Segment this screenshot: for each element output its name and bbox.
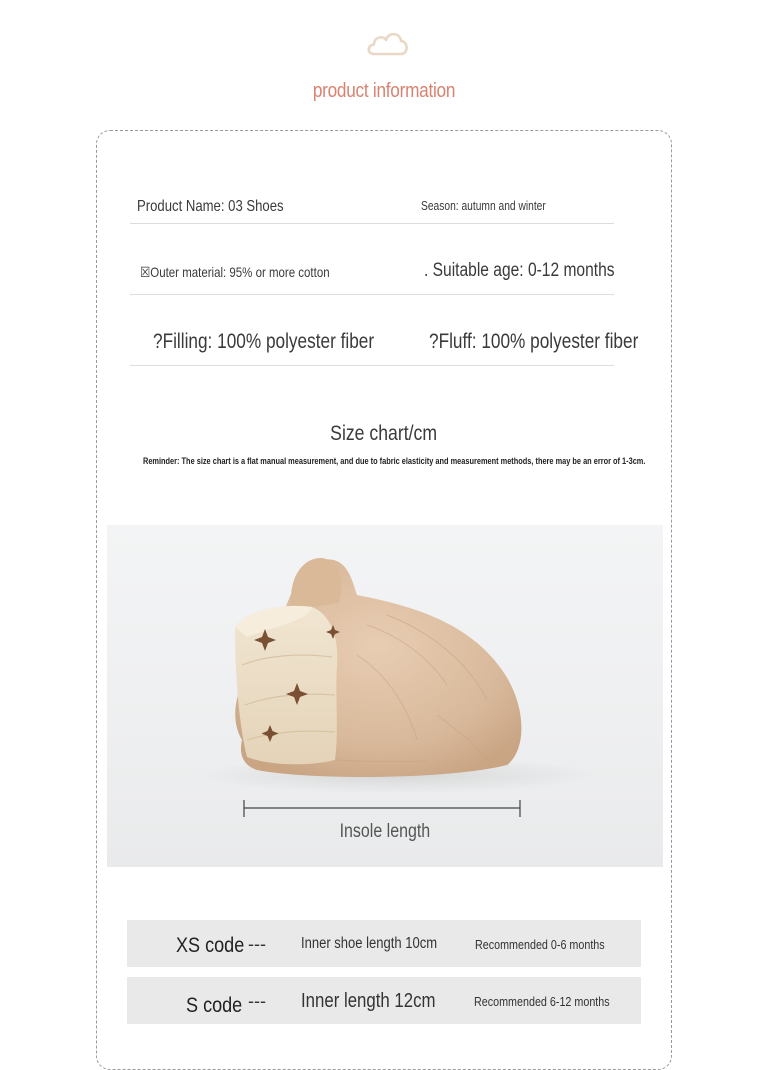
size-code: XS code [176, 934, 245, 957]
info-row-1 [130, 190, 614, 224]
size-length: Inner shoe length 10cm [301, 935, 438, 952]
size-row-xs [127, 920, 641, 967]
size-recommended: Recommended 6-12 months [474, 995, 610, 1009]
size-dash: --- [248, 934, 266, 954]
size-row-s [127, 977, 641, 1024]
insole-length-label [107, 821, 663, 843]
size-chart-reminder: Reminder: The size chart is a flat manual measurement, and due to fabric elasticity and measurement methods, there may be an error of 1-3cm. [143, 456, 646, 466]
info-row-3 [130, 325, 639, 366]
suitable-age: . Suitable age: 0-12 months [424, 260, 615, 281]
product-name: Product Name: 03 Shoes [137, 198, 284, 215]
size-recommended: Recommended 0-6 months [475, 938, 605, 952]
size-dash: --- [248, 991, 266, 1011]
product-photo [107, 525, 663, 867]
section-title: product information [312, 80, 456, 102]
size-length: Inner length 12cm [301, 990, 436, 1012]
info-row-2 [130, 255, 614, 295]
insole-length-text: Insole length [339, 821, 431, 842]
outer-material: ☒Outer material: 95% or more cotton [140, 264, 330, 280]
cloud-icon [364, 26, 412, 60]
size-chart-title [0, 422, 768, 446]
filling: ?Filling: 100% polyester fiber [153, 330, 375, 353]
season: Season: autumn and winter [421, 199, 546, 213]
fluff: ?Fluff: 100% polyester fiber [429, 330, 639, 353]
size-code: S code [186, 994, 243, 1017]
baby-shoe-illustration [107, 525, 663, 867]
size-chart-title-text: Size chart/cm [330, 422, 438, 445]
